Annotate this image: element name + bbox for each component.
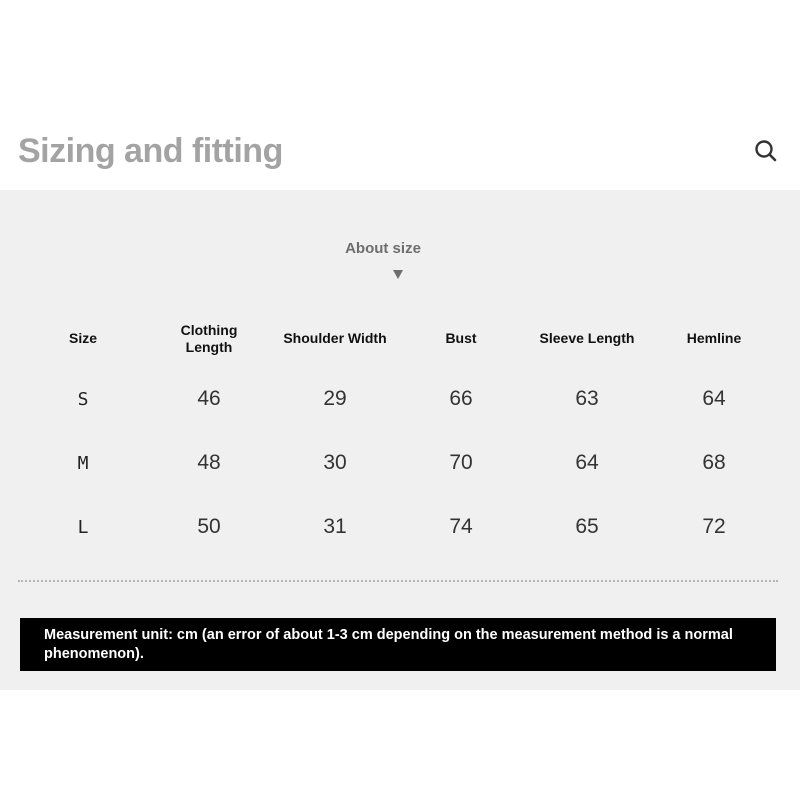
table-cell: 65 xyxy=(575,515,599,538)
table-cell: 29 xyxy=(323,387,347,410)
table-row xyxy=(20,431,778,495)
measurement-note-text: Measurement unit: cm (an error of about 1-3 cm depending on the measurement method is a normal phenomenon). xyxy=(44,627,733,662)
measurement-note xyxy=(20,618,776,671)
table-cell: 64 xyxy=(575,451,599,474)
table-cell: 72 xyxy=(702,515,726,538)
header xyxy=(0,0,800,190)
table-cell: 66 xyxy=(449,387,473,410)
dotted-divider xyxy=(18,580,778,582)
table-cell: 46 xyxy=(197,387,221,410)
table-cell: 74 xyxy=(449,515,473,538)
table-cell: 30 xyxy=(323,451,347,474)
table-cell: 63 xyxy=(575,387,599,410)
table-row xyxy=(20,367,778,431)
table-cell: 31 xyxy=(323,515,347,538)
size-panel xyxy=(0,190,800,690)
table-cell: M xyxy=(77,452,89,474)
triangle-down-icon xyxy=(393,270,403,279)
table-cell: S xyxy=(77,388,89,410)
table-cell: 64 xyxy=(702,387,726,410)
column-header-shoulder-width: Shoulder Width xyxy=(283,330,387,346)
table-cell: 50 xyxy=(197,515,221,538)
about-size-heading: About size xyxy=(345,240,421,257)
table-cell: 68 xyxy=(702,451,726,474)
table-cell: L xyxy=(77,516,89,538)
column-header-clothing-length: Clothing Length xyxy=(180,321,238,355)
table-cell: 70 xyxy=(449,451,473,474)
column-header-sleeve-length: Sleeve Length xyxy=(539,330,635,346)
size-table xyxy=(20,310,778,559)
search-icon[interactable] xyxy=(753,138,779,164)
table-header-row xyxy=(20,310,778,367)
table-row xyxy=(20,495,778,559)
table-cell: 48 xyxy=(197,451,221,474)
column-header-size: Size xyxy=(68,330,97,346)
column-header-hemline: Hemline xyxy=(686,330,742,346)
column-header-bust: Bust xyxy=(445,330,477,346)
page-title: Sizing and fitting xyxy=(18,132,283,170)
